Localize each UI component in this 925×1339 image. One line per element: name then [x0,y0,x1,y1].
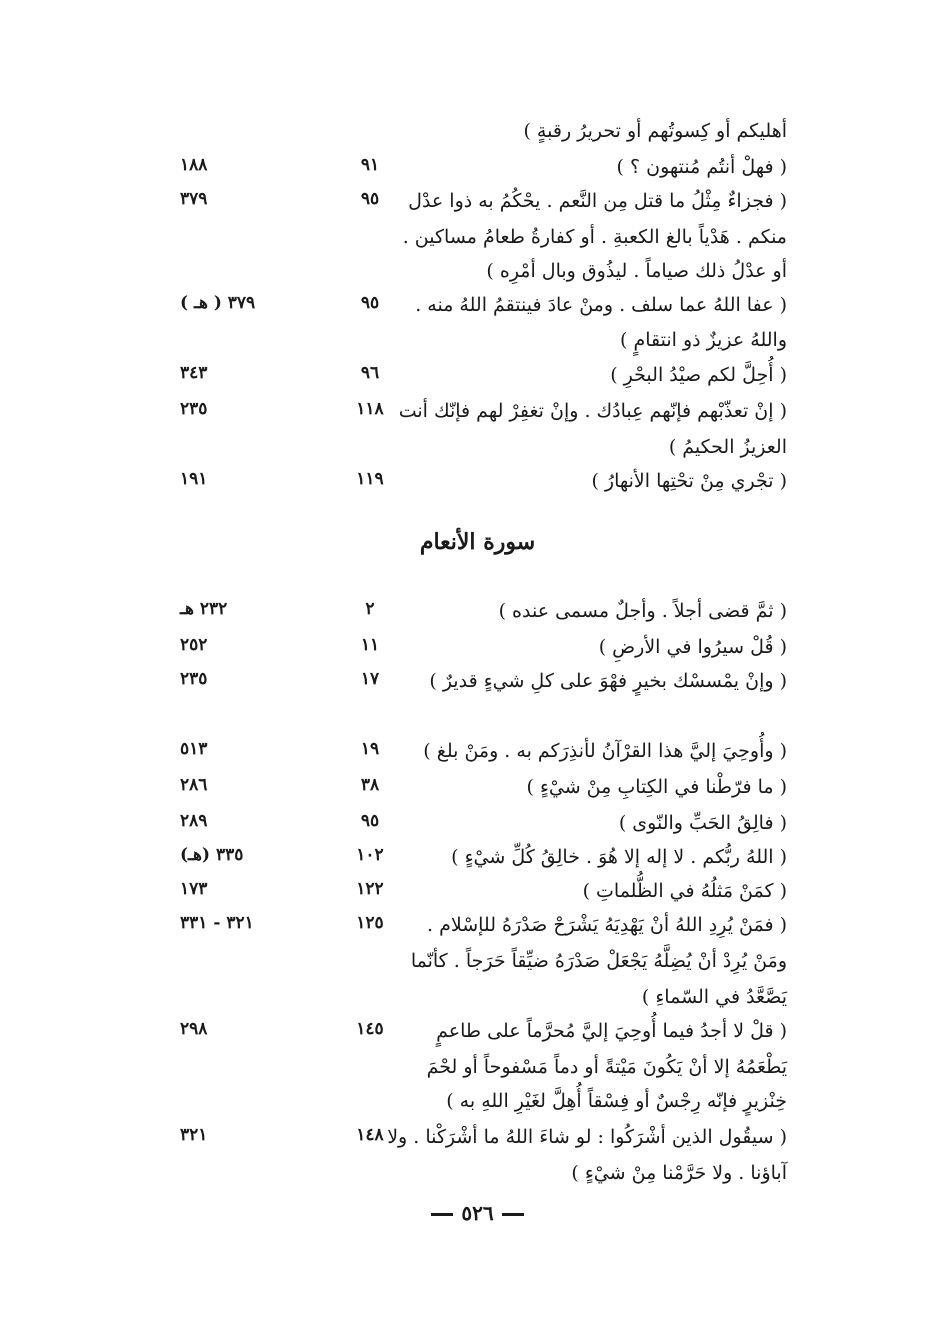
ayah-number: ٩٦ [360,363,380,383]
verse-line: ( فجزاءٌ مِثْلُ ما قتل مِن النَّعم . يحْكُمُ به ذوا عدْل [408,190,787,212]
ayah-number: ١١ [360,635,380,655]
verse-line: أهليكم أو كِسوتُهم أو تحريرُ رقبةٍ ) [523,120,787,142]
ayah-number: ١١٨ [356,399,384,419]
ayah-number: ١٧ [360,669,380,689]
verse-line: منكم . هَدْياً بالغ الكعبةِ . أو كفارةُ طعامُ مساكين . [402,226,787,248]
page-reference: ٢٩٨ [180,1019,208,1039]
verse-line: آباؤنا . ولا حَرَّمْنا مِنْ شيْءٍ ) [571,1162,787,1184]
verse-line: ( أُحِلَّ لكم صيْدُ البحْرِ ) [610,364,787,386]
page-reference: ٣٢١ - ٣٣١ [180,913,254,933]
ayah-number: ١٤٥ [356,1019,384,1039]
ayah-number: ٩٥ [360,189,380,209]
page-reference: ٢٨٦ [180,775,208,795]
ayah-number: ٩١ [360,155,380,175]
verse-line: ومَنْ يُرِدْ أنْ يُضِلَّهُ يَجْعَلْ صَدْرَهُ ضيِّقاً حَرَجاً . كأنّما [410,950,787,972]
verse-line: ( قلْ لا أجدُ فيما أُوحِيَ إليَّ مُحرَّماً على طاعمٍ [436,1020,787,1042]
dash-right [502,1213,524,1216]
verse-line: ( ما فرّطْنا في الكِتابِ مِنْ شيْءٍ ) [526,776,787,798]
ayah-number: ٣٨ [360,775,380,795]
verse-line: أو عدْلُ ذلك صياماً . ليذُوق وبال أمْرِه ) [486,260,787,282]
page-reference: ٣٤٣ [180,363,208,383]
verse-line: ( فمَنْ يُرِدِ اللهُ أنْ يَهْدِيَهُ يَشْرَحْ صَدْرَهُ للإسْلام . [427,914,787,936]
verse-line: ( عفا اللهُ عما سلف . ومنْ عادَ فينتقمُ اللهُ منه . [415,294,787,316]
verse-line: ( سيقُول الذين أشْرَكُوا : لو شاءَ اللهُ ما أشْرَكْنا . ولا [387,1126,787,1148]
verse-line: خِنْزيرٍ فإنّه رِجْسٌ أو فِسْقاً أُهِلَّ لغَيْرِ اللهِ به ) [446,1090,787,1112]
verse-line: العزيزُ الحكيمُ ) [668,436,787,458]
verse-line: ( اللهُ ربُّكم . لا إله إلا هُوَ . خالِقُ كُلِّ شيْءٍ ) [451,846,787,868]
page-reference: ٢٥٢ [180,635,208,655]
ayah-number: ٩٥ [360,293,380,313]
ayah-number: ١٤٨ [356,1125,384,1145]
page-reference: ٢٨٩ [180,811,208,831]
verse-line: ( قُلْ سيرُوا في الأرضِ ) [598,636,787,658]
page-reference: ٣٧٩ [180,189,208,209]
page-reference: ٢٣٥ [180,399,208,419]
verse-line: ( تجْري مِنْ تحْتِها الأنهارُ ) [591,470,787,492]
verse-line: ( فهلْ أنتُم مُنتهون ؟ ) [616,156,787,178]
page-number-footer [0,1196,925,1230]
ayah-number: ١٢٥ [356,913,384,933]
verse-line: يَصَّعَّدُ في السّماءِ ) [641,986,787,1008]
ayah-number: ١٩ [360,739,380,759]
verse-line: يَطْعَمُهُ إلا أنْ يَكُونَ مَيْتةً أو دماً مَسْفوحاً أو لحْمَ [426,1056,787,1078]
surah-title: سورة الأنعام [419,529,536,555]
page-number: ٥٢٦ [461,1201,494,1225]
page-reference: ١٩١ [180,469,208,489]
verse-line: ( وإنْ يمْسسْك بخيرٍ فهْوَ على كلِ شيءٍ قديرٌ ) [429,670,787,692]
verse-line: ( فالِقُ الحَبِّ والنّوى ) [618,812,787,834]
verse-line: ( كمَنْ مَثلُهُ في الظُّلماتِ ) [582,880,787,902]
page-reference: ٢٣٢ هـ [180,599,228,619]
ayah-number: ٩٥ [360,811,380,831]
page-reference: ١٧٣ [180,879,208,899]
page-reference: ١٨٨ [180,155,208,175]
page-reference: ٥١٣ [180,739,208,759]
page-reference: ٣٧٩ ( هـ ) [180,293,256,313]
ayah-number: ١١٩ [356,469,384,489]
verse-line: ( إنْ تعذّبْهم فإنّهم عِبادُك . وإنْ تغفِرْ لهم فإنّك أنت [398,400,787,422]
dash-left [431,1213,453,1216]
page-reference: ٣٢١ [180,1125,208,1145]
verse-line: ( وأُوحِيَ إليَّ هذا القرْآنُ لأنذِرَكم به . ومَنْ بلغ ) [423,740,787,762]
ayah-number: ٢ [365,599,375,619]
page-reference: ٣٣٥ (هـ) [180,845,244,865]
ayah-number: ١٢٢ [356,879,384,899]
ayah-number: ١٠٢ [356,845,384,865]
verse-line: ( ثمَّ قضى أجلاً . وأجلٌ مسمى عنده ) [498,600,787,622]
page-reference: ٢٣٥ [180,669,208,689]
verse-line: واللهُ عزيزٌ ذو انتقامٍ ) [620,329,787,351]
